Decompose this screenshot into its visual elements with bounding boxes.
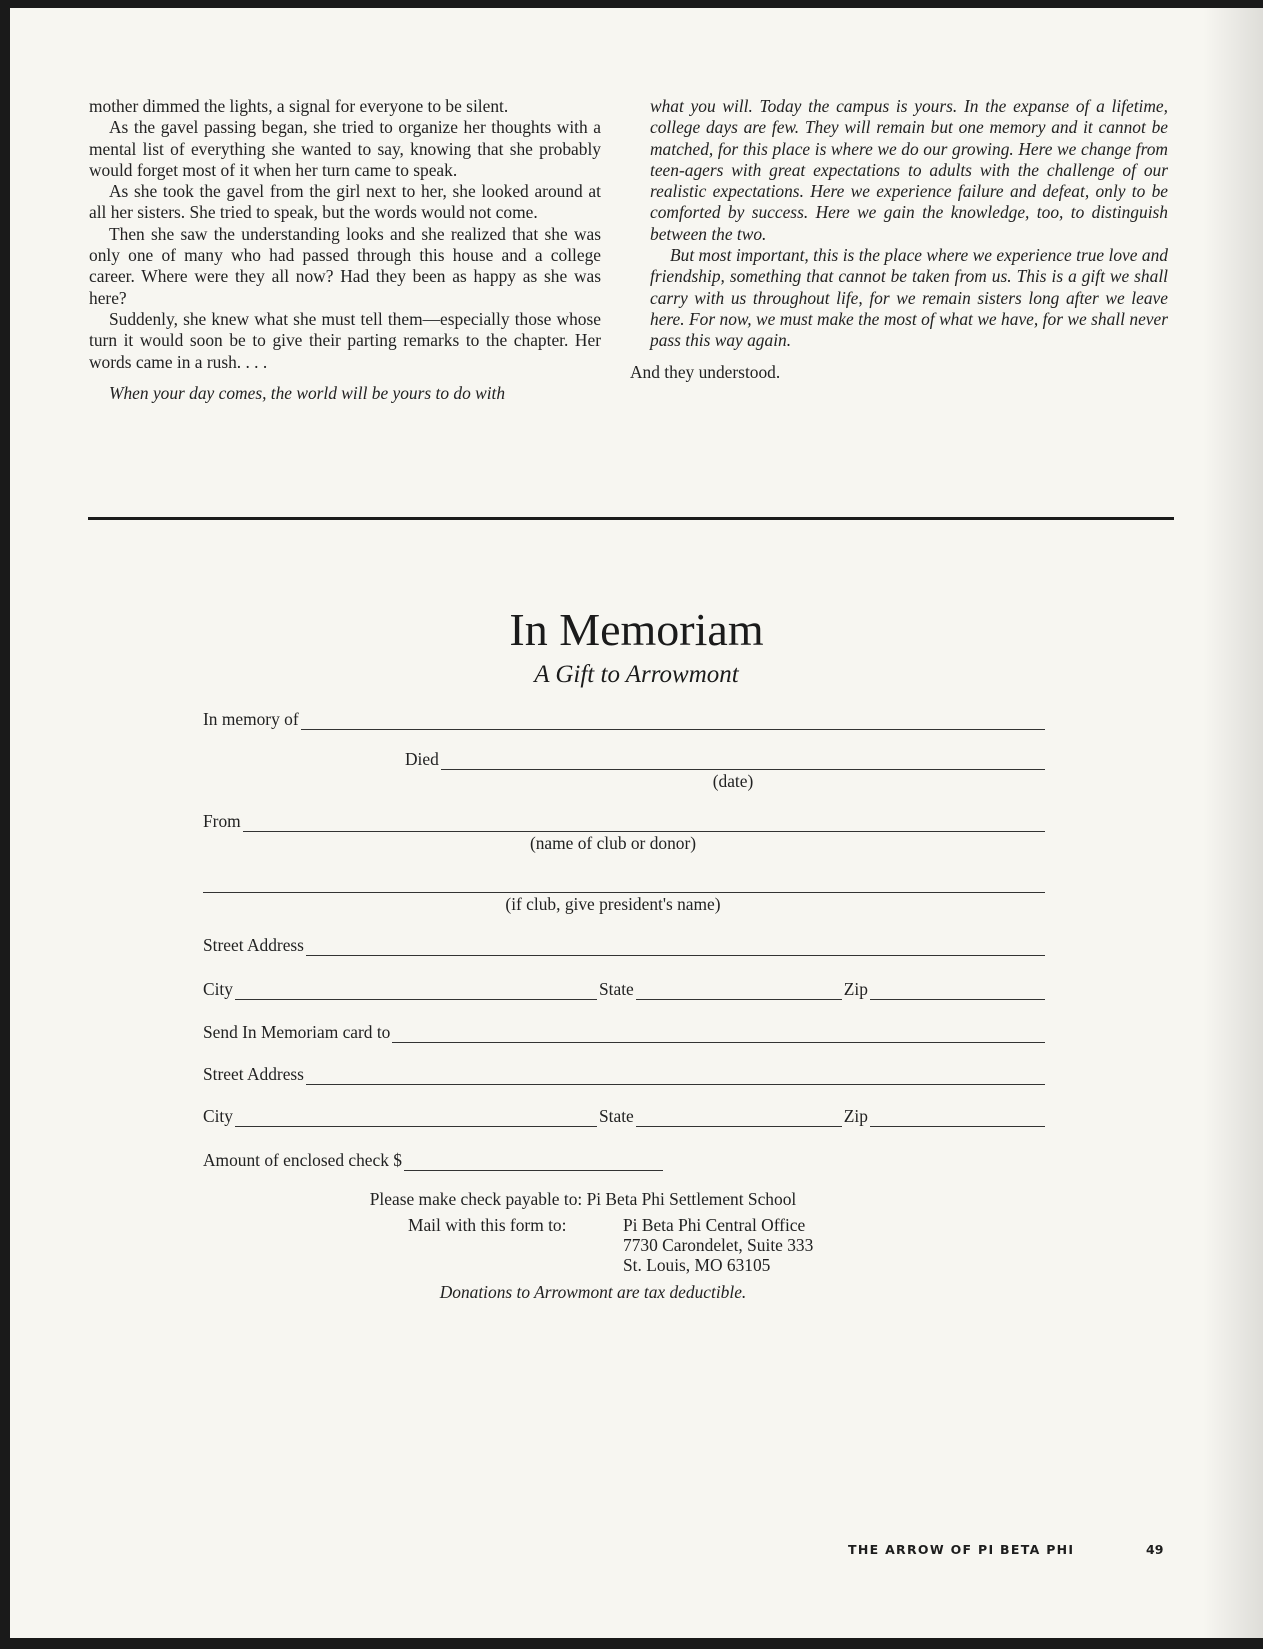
city-row-1 <box>203 978 1045 1000</box>
card-street-address-field[interactable] <box>306 1068 1045 1085</box>
mail-label: Mail with this form to: <box>408 1215 567 1235</box>
address-line: Pi Beta Phi Central Office <box>623 1215 806 1235</box>
paragraph: But most important, this is the place where we experience true love and friendship, something that cannot be taken from us. This is a gift we shall carry with us throughout life, for we remain sisters long after we leave here. For now, we must make the most of what we have, for we shall never pass this way again. <box>650 245 1168 351</box>
card-zip-field[interactable] <box>870 1110 1045 1127</box>
send-card-field[interactable] <box>392 1026 1045 1043</box>
state-field[interactable] <box>636 983 842 1000</box>
street-row-1 <box>203 934 1045 956</box>
street-row-2 <box>203 1063 1045 1085</box>
paragraph: As she took the gavel from the girl next to her, she looked around at all her sisters. She tried to speak, but the words would not come. <box>89 181 601 223</box>
donor-note: (name of club or donor) <box>529 833 697 853</box>
city-label: City <box>203 979 233 999</box>
card-state-field[interactable] <box>636 1110 842 1127</box>
zip-label: Zip <box>843 979 868 999</box>
president-name-field[interactable] <box>203 876 1045 893</box>
send-card-label: Send In Memoriam card to <box>203 1022 391 1042</box>
from-row <box>203 810 1045 832</box>
paragraph: When your day comes, the world will be yours to do with <box>109 382 506 403</box>
city-row-2 <box>203 1105 1045 1127</box>
paragraph: Then she saw the understanding looks and she realized that she was only one of many who had passed through this house and a college career. Where were they all now? Had they been as happy as she was here? <box>89 223 601 308</box>
state-label: State <box>598 979 634 999</box>
paragraph: And they understood. <box>630 361 781 382</box>
paragraph: Suddenly, she knew what she must tell them—especially those whose turn it would soon be to give their parting remarks to the chapter. Her words came in a rush. . . . <box>89 308 601 372</box>
street-label: Street Address <box>203 935 304 955</box>
publication-title: THE ARROW OF PI BETA PHI <box>848 1542 1075 1557</box>
in-memory-field[interactable] <box>301 713 1045 730</box>
street-address-field[interactable] <box>306 939 1045 956</box>
address-line: 7730 Carondelet, Suite 333 <box>623 1235 814 1255</box>
amount-field[interactable] <box>404 1154 663 1171</box>
page <box>10 8 1263 1638</box>
address-line: St. Louis, MO 63105 <box>623 1255 771 1275</box>
in-memory-label: In memory of <box>203 709 299 729</box>
form-subtitle: A Gift to Arrowmont <box>534 661 739 688</box>
president-note: (if club, give president's name) <box>505 894 721 914</box>
died-label: Died <box>405 749 439 769</box>
send-card-row <box>203 1021 1045 1043</box>
president-row <box>203 871 1045 893</box>
from-field[interactable] <box>243 815 1045 832</box>
paragraph: what you will. Today the campus is yours. In the expanse of a lifetime, college days are few. They will remain but one memory and it cannot be matched, for this place is where we do our growing. Here we change from teen-agers with great expectations to adults with the challenge of our realistic expectations. Here we experience failure and defeat, only to be comforted by success. Here we gain the knowledge, too, to distinguish between the two. <box>650 96 1168 244</box>
from-label: From <box>203 811 241 831</box>
card-city-field[interactable] <box>235 1110 597 1127</box>
amount-label: Amount of enclosed check $ <box>203 1150 402 1170</box>
left-text-column <box>89 96 601 404</box>
city-label: City <box>203 1106 233 1126</box>
zip-field[interactable] <box>870 983 1045 1000</box>
section-divider <box>88 517 1174 520</box>
form-title: In Memoriam <box>509 604 764 655</box>
city-field[interactable] <box>235 983 597 1000</box>
amount-row <box>203 1149 663 1171</box>
payable-line: Please make check payable to: Pi Beta Phi Settlement School <box>369 1189 797 1209</box>
mail-address <box>623 1215 883 1275</box>
paragraph: mother dimmed the lights, a signal for everyone to be silent. <box>89 96 509 116</box>
date-note: (date) <box>712 771 754 791</box>
in-memory-row <box>203 708 1045 730</box>
zip-label: Zip <box>843 1106 868 1126</box>
died-row <box>405 748 1045 770</box>
died-date-field[interactable] <box>441 753 1045 770</box>
state-label: State <box>598 1106 634 1126</box>
paragraph: As the gavel passing began, she tried to organize her thoughts with a mental list of everything she wanted to say, knowing that she probably would forget most of it when her turn came to speak. <box>89 117 601 180</box>
tax-note: Donations to Arrowmont are tax deductible. <box>439 1282 747 1302</box>
street-label: Street Address <box>203 1064 304 1084</box>
page-number: 49 <box>1146 1542 1164 1557</box>
right-text-column <box>630 96 1168 383</box>
